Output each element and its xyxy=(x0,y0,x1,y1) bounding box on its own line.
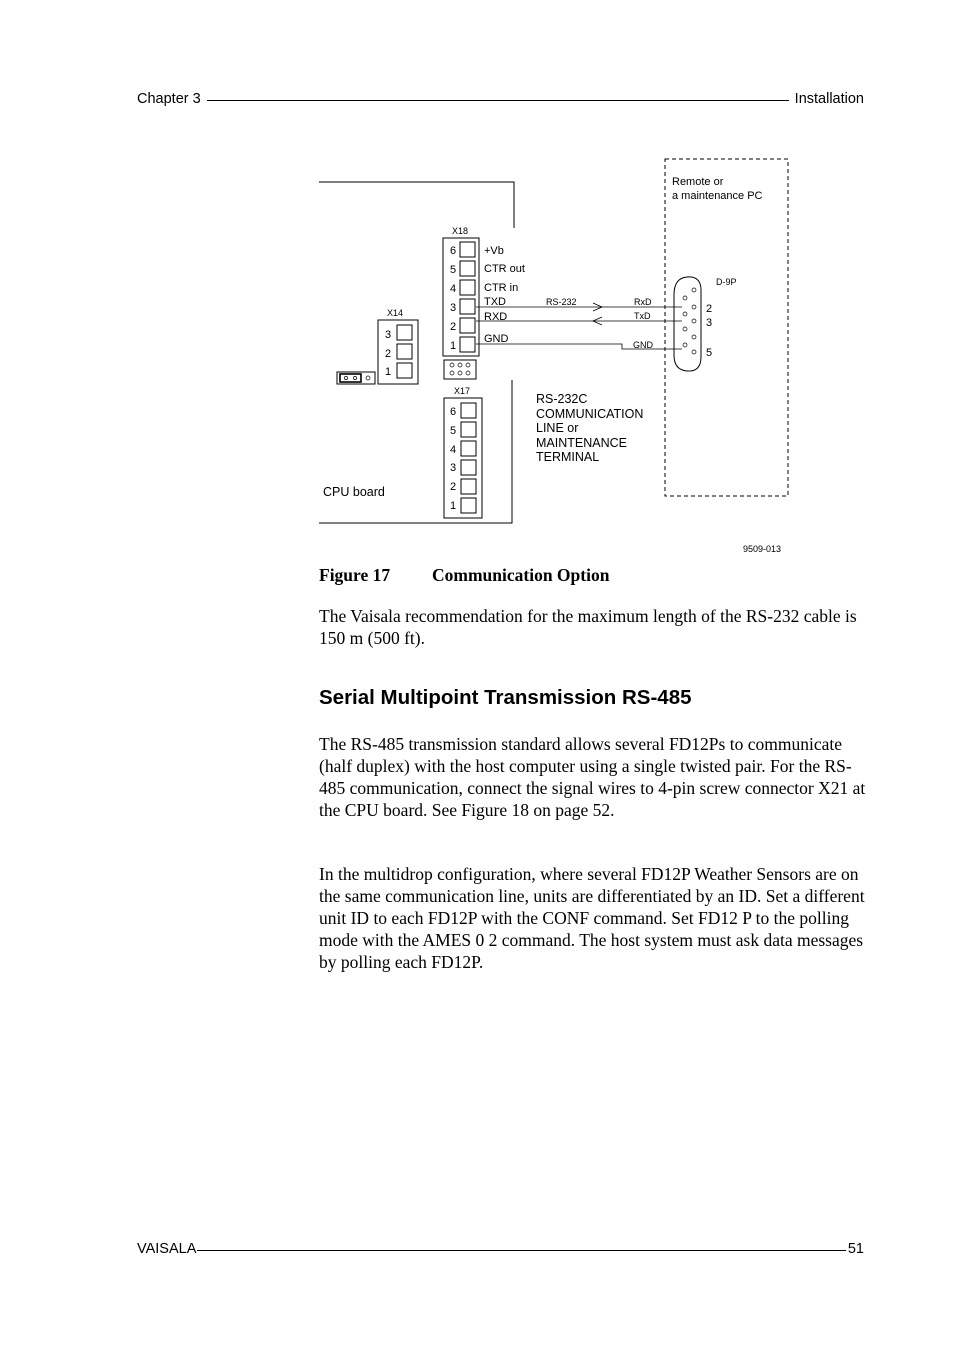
d9p-pin-hole xyxy=(692,288,696,292)
d9p-pin-hole xyxy=(692,305,696,309)
x18-pin-number: 5 xyxy=(450,264,457,276)
x18-label: X18 xyxy=(452,226,469,236)
note-line: RS-232C xyxy=(536,392,588,406)
d9p-pin-hole xyxy=(683,327,687,331)
switch-pin xyxy=(366,376,370,380)
signal-txd: TXD xyxy=(484,296,506,308)
switch-pin xyxy=(344,376,347,379)
rs232-line-label: RS-232 xyxy=(546,297,577,307)
section-heading: Serial Multipoint Transmission RS-485 xyxy=(319,686,692,709)
x14-pin-box xyxy=(397,325,412,340)
figure-title: Communication Option xyxy=(432,565,610,585)
d9p-pin-hole xyxy=(692,319,696,323)
signal-vb: +Vb xyxy=(484,245,504,257)
x17-pin-box xyxy=(461,403,476,418)
x17-pin-number: 5 xyxy=(450,425,457,437)
jumper-pin xyxy=(450,371,454,375)
note-line: LINE or xyxy=(536,421,579,435)
x17-pin-box xyxy=(461,441,476,456)
note-line: MAINTENANCE xyxy=(536,436,627,450)
x17-pin-number: 1 xyxy=(450,500,457,512)
signal-rxd: RXD xyxy=(484,311,508,323)
header-chapter: Chapter 3 xyxy=(137,91,201,107)
note-line: COMMUNICATION xyxy=(536,407,644,421)
remote-label-1: Remote or xyxy=(672,176,724,188)
diagram-svg xyxy=(300,150,800,560)
x14-pin-number: 3 xyxy=(385,329,392,341)
jumper-pin xyxy=(466,363,470,367)
body-paragraph: The RS-485 transmission standard allows several FD12Ps to communicate (half duplex) with the host computer using a single twisted pair. For the RS-485 communication, connect the signal wires to 4-pin screw connector X21 at the CPU board. See Figure 18 on page 52. xyxy=(319,734,866,820)
d9p-pin-hole xyxy=(683,296,687,300)
body-paragraph: The Vaisala recommendation for the maximum length of the RS-232 cable is 150 m (500 ft). xyxy=(319,606,857,648)
x14-label: X14 xyxy=(387,308,404,318)
signal-gnd: GND xyxy=(484,333,509,345)
x18-pin-number: 2 xyxy=(450,321,457,333)
x18-pin-number: 1 xyxy=(450,340,457,352)
x14-pin-box xyxy=(397,344,412,359)
cpu-board-label: CPU board xyxy=(323,485,385,499)
footer-rule xyxy=(197,1250,845,1251)
d9p-pin-number: 5 xyxy=(706,347,713,359)
x14-pin-box xyxy=(397,363,412,378)
x17-pin-number: 4 xyxy=(450,444,457,456)
jumper-pin xyxy=(458,371,462,375)
jumper-pin xyxy=(458,363,462,367)
x18-pin-box xyxy=(460,280,475,295)
header-section: Installation xyxy=(794,91,864,107)
page-header xyxy=(137,91,864,107)
remote-signal-txd: TxD xyxy=(634,311,651,321)
x14-pin-number: 2 xyxy=(385,348,392,360)
note-line: TERMINAL xyxy=(536,450,600,464)
x18-connector xyxy=(443,238,479,356)
figure-caption xyxy=(319,565,609,586)
x18-pin-box xyxy=(460,337,475,352)
remote-label-2: a maintenance PC xyxy=(672,190,763,202)
x18-pin-box xyxy=(460,242,475,257)
x14-pin-number: 1 xyxy=(385,366,392,378)
d9p-pin-number: 2 xyxy=(706,303,713,315)
x17-pin-box xyxy=(461,498,476,513)
x18-pin-box xyxy=(460,299,475,314)
x17-pin-number: 6 xyxy=(450,406,457,418)
communication-option-diagram xyxy=(300,150,800,560)
x18-pin-box xyxy=(460,261,475,276)
x17-label: X17 xyxy=(454,386,471,396)
body-paragraph: In the multidrop configuration, where several FD12P Weather Sensors are on the same communication line, units are differentiated by an ID. Set a different unit ID to each FD12P with the CONF command. Set FD12 P to the polling mode with the AMES 0 2 command. The host system must ask data messages by polling each FD12P. xyxy=(319,864,865,972)
switch-jumper xyxy=(340,374,361,382)
jumper-pin xyxy=(466,371,470,375)
d9p-label: D-9P xyxy=(716,277,737,287)
x17-pin-box xyxy=(461,460,476,475)
d9p-pin-hole xyxy=(692,350,696,354)
page-footer xyxy=(137,1241,864,1257)
d9p-pin-hole xyxy=(683,312,687,316)
remote-signal-rxd: RxD xyxy=(634,297,652,307)
figure-number: Figure 17 xyxy=(319,565,391,585)
x17-pin-box xyxy=(461,479,476,494)
x18-pin-number: 3 xyxy=(450,302,457,314)
d9p-pin-number: 3 xyxy=(706,317,713,329)
cpu-board-top-edge xyxy=(319,182,514,228)
d9p-pin-hole xyxy=(692,335,696,339)
remote-signal-gnd: GND xyxy=(633,340,653,350)
page-number: 51 xyxy=(847,1241,864,1257)
x18-pin-number: 6 xyxy=(450,245,457,257)
x17-pin-number: 3 xyxy=(450,462,457,474)
d9p-connector xyxy=(674,277,701,371)
signal-ctr-in: CTR in xyxy=(484,282,519,294)
x18-pin-box xyxy=(460,318,475,333)
x17-pin-number: 2 xyxy=(450,481,457,493)
signal-ctr-out: CTR out xyxy=(484,263,525,275)
figure-code: 9509-013 xyxy=(743,544,782,554)
switch-pin xyxy=(353,376,356,379)
header-rule xyxy=(207,100,789,101)
x17-pin-box xyxy=(461,422,476,437)
d9p-pin-hole xyxy=(683,343,687,347)
footer-company: VAISALA xyxy=(137,1241,197,1257)
x18-pin-number: 4 xyxy=(450,283,457,295)
cpu-board-bottom-edge xyxy=(319,380,512,523)
jumper-pin xyxy=(450,363,454,367)
